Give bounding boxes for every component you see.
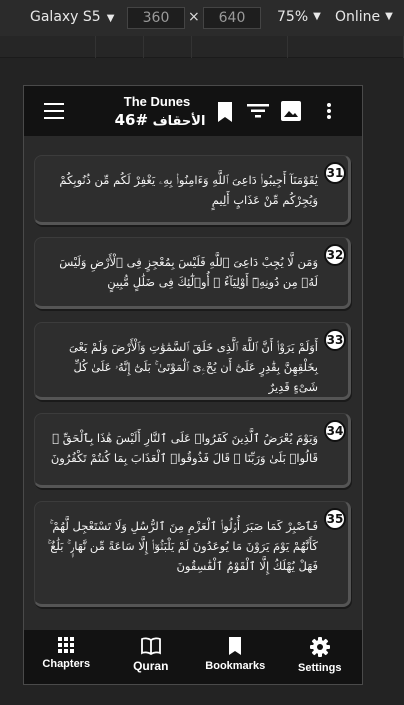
surah-arabic-name: الأحقاف xyxy=(152,114,206,129)
width-input[interactable]: 360 xyxy=(127,7,185,29)
surah-number: #46 xyxy=(114,111,149,129)
more-vertical-icon[interactable] xyxy=(327,103,331,119)
nav-quran[interactable] xyxy=(109,630,194,684)
devtools-toolbar xyxy=(0,0,404,36)
image-icon[interactable] xyxy=(281,101,301,121)
network-label: Online xyxy=(335,9,381,25)
verse-list[interactable] xyxy=(24,136,362,632)
verse-text: فَٱصْبِرْ كَمَا صَبَرَ أُو۟لُوا۟ ٱلْعَزْمِ مِنَ ٱلرُّسُلِ وَلَا تَسْتَعْجِل لَّهُمْ ۚ كَأَنَّهُمْ يَوْمَ يَرَوْنَ مَا يُوعَدُونَ لَمْ يَلْبَثُوٓا۟ إِلَّا سَاعَةً مِّن نَّهَارٍۭ ۚ بَلَٰغٌ ۚ فَهَلْ يُهْلَكُ إِلَّا ٱلْقَوْمُ ٱلْفَٰسِقُونَ xyxy=(47,519,318,573)
ruler-segment xyxy=(144,36,192,58)
verse-card[interactable] xyxy=(34,322,351,400)
nav-settings-label: Settings xyxy=(298,662,342,674)
verse-text: وَمَن لَّا يُجِبْ دَاعِىَ ٱللَّهِ فَلَيْسَ بِمُعْجِزٍ فِى ٱلْأَرْضِ وَلَيْسَ لَهُۥ مِن دُونِهِۦٓ أَوْلِيَآءُ ۚ أُو۟لَٰٓئِكَ فِى ضَلَٰلٍ مُّبِينٍ xyxy=(59,255,318,289)
app-bar xyxy=(24,86,362,136)
network-throttle-selector[interactable] xyxy=(335,9,393,25)
chevron-down-icon: ▼ xyxy=(106,12,115,24)
dimension-separator: × xyxy=(188,9,200,25)
ruler-segment xyxy=(0,36,96,58)
grid-icon xyxy=(58,637,74,653)
ruler-segment xyxy=(192,36,288,58)
hamburger-icon[interactable] xyxy=(44,103,64,119)
chevron-down-icon: ▼ xyxy=(385,11,393,22)
ruler-segment xyxy=(288,36,404,58)
surah-title xyxy=(102,94,212,129)
verse-number-badge: 34 xyxy=(324,420,346,442)
zoom-selector[interactable] xyxy=(277,9,321,25)
surah-arabic-title xyxy=(102,111,212,129)
verse-text: أَوَلَمْ يَرَوْا۟ أَنَّ ٱللَّهَ ٱلَّذِى خَلَقَ ٱلسَّمَٰوَٰتِ وَٱلْأَرْضَ وَلَمْ يَعْىَ بِخَلْقِهِنَّ بِقَٰدِرٍ عَلَىٰٓ أَن يُحْۦِىَ ٱلْمَوْتَىٰ ۚ بَلَىٰٓ إِنَّهُۥ عَلَىٰ كُلِّ شَىْءٍ قَدِيرٌ xyxy=(68,340,318,394)
bookmark-icon[interactable] xyxy=(217,102,233,122)
nav-chapters[interactable] xyxy=(24,630,109,684)
gear-icon xyxy=(310,637,330,657)
nav-bookmarks-label: Bookmarks xyxy=(205,660,266,672)
device-selector[interactable] xyxy=(30,9,114,25)
verse-number-badge: 32 xyxy=(324,244,346,266)
filter-icon[interactable] xyxy=(247,104,269,118)
chevron-down-icon: ▼ xyxy=(313,11,321,22)
zoom-label: 75% xyxy=(277,9,309,25)
verse-card[interactable] xyxy=(34,501,351,607)
media-query-ruler xyxy=(0,36,404,58)
bookmark-icon xyxy=(228,637,242,655)
verse-card[interactable] xyxy=(34,155,351,225)
verse-text: وَيَوْمَ يُعْرَضُ ٱلَّذِينَ كَفَرُوا۟ عَلَى ٱلنَّارِ أَلَيْسَ هَٰذَا بِٱلْحَقِّ ۖ قَالُوا۟ بَلَىٰ وَرَبِّنَا ۚ قَالَ فَذُوقُوا۟ ٱلْعَذَابَ بِمَا كُنتُمْ تَكْفُرُونَ xyxy=(50,431,318,465)
bottom-navigation xyxy=(24,630,362,684)
verse-number-badge: 33 xyxy=(324,329,346,351)
height-input[interactable]: 640 xyxy=(203,7,261,29)
nav-chapters-label: Chapters xyxy=(42,658,91,670)
verse-number-badge: 31 xyxy=(324,162,346,184)
verse-text: يَٰقَوْمَنَآ أَجِيبُوا۟ دَاعِىَ ٱللَّهِ وَءَامِنُوا۟ بِهِۦ يَغْفِرْ لَكُم مِّن ذُنُوبِكُمْ وَيُجِرْكُم مِّنْ عَذَابٍ أَلِيمٍ xyxy=(59,173,318,207)
nav-bookmarks[interactable] xyxy=(193,630,278,684)
verse-number-badge: 35 xyxy=(324,508,346,530)
verse-card[interactable] xyxy=(34,237,351,309)
surah-english-name: The Dunes xyxy=(123,94,191,109)
device-viewport xyxy=(23,85,363,685)
book-icon xyxy=(141,637,161,655)
nav-quran-label: Quran xyxy=(133,659,169,673)
device-label: Galaxy S5 xyxy=(30,9,101,25)
nav-settings[interactable] xyxy=(278,630,363,684)
ruler-segment xyxy=(96,36,144,58)
verse-card[interactable] xyxy=(34,413,351,488)
